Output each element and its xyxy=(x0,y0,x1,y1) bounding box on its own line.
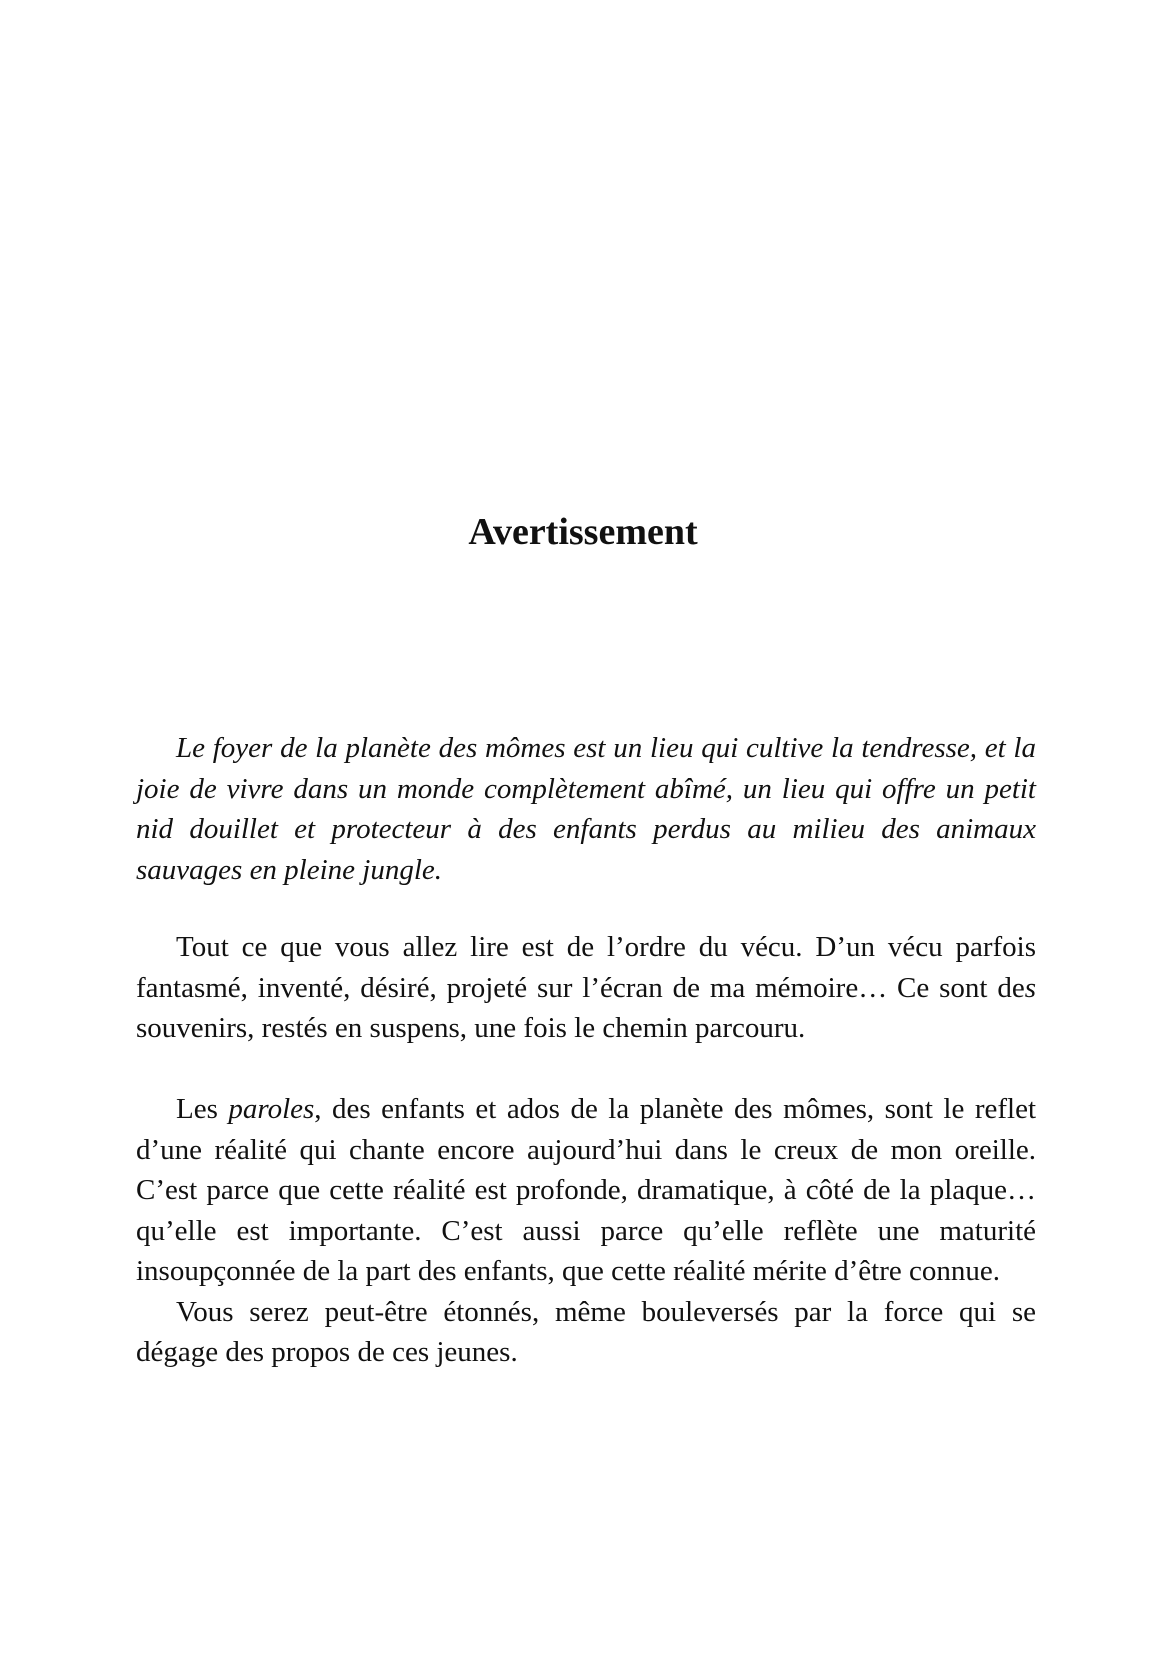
paragraph-2 xyxy=(136,927,1036,1049)
paragraph-4: Vous serez peut-être étonnés, même bouleversés par la force qui se dégage des propos de ces jeunes. xyxy=(136,1295,1036,1368)
paragraph-2-text-a: Tout ce que vous allez lire est de l’ordre du vécu. D’un vécu parfois fantasmé, inventé, désiré, projeté sur l’écran de ma mémoire… Ce sont de xyxy=(136,931,1036,1004)
paragraph-3 xyxy=(136,1089,1036,1292)
paragraph-3-block xyxy=(136,1089,1036,1373)
intro-paragraph: Le foyer de la planète des mômes est un lieu qui cultive la tendresse, et la joie de vivre dans un monde complètement abîmé, un lieu qui offre un petit nid douillet et protecteur à des enfants perdus au milieu des animaux sauvages en pleine jungle. xyxy=(136,732,1036,886)
paragraph-3-text-b: , des enfants et ados de la planète des mômes, sont le reflet d’une réalité qui chante encore aujourd’hui dans le creux de mon oreille. C’est parce que cette réalité est profonde, dramatique, à côté de la plaque… qu’elle est importante. C’est aussi parce qu’elle reflète une maturité insoupçonnée de la part des enfants, que cette réalité mérite d’être connue. xyxy=(136,1093,1036,1287)
paragraph-2-block xyxy=(136,927,1036,1049)
paragraph-2-text-b: souvenirs, restés en suspens, une fois le chemin parcouru. xyxy=(136,1012,806,1044)
page-title: Avertissement xyxy=(468,511,698,553)
paragraph-3-italic: paroles xyxy=(228,1093,315,1125)
paragraph-3-text-a: Les xyxy=(176,1093,229,1125)
intro-paragraph-block xyxy=(136,728,1036,890)
paragraph-2-italic: s xyxy=(1024,971,1036,1004)
